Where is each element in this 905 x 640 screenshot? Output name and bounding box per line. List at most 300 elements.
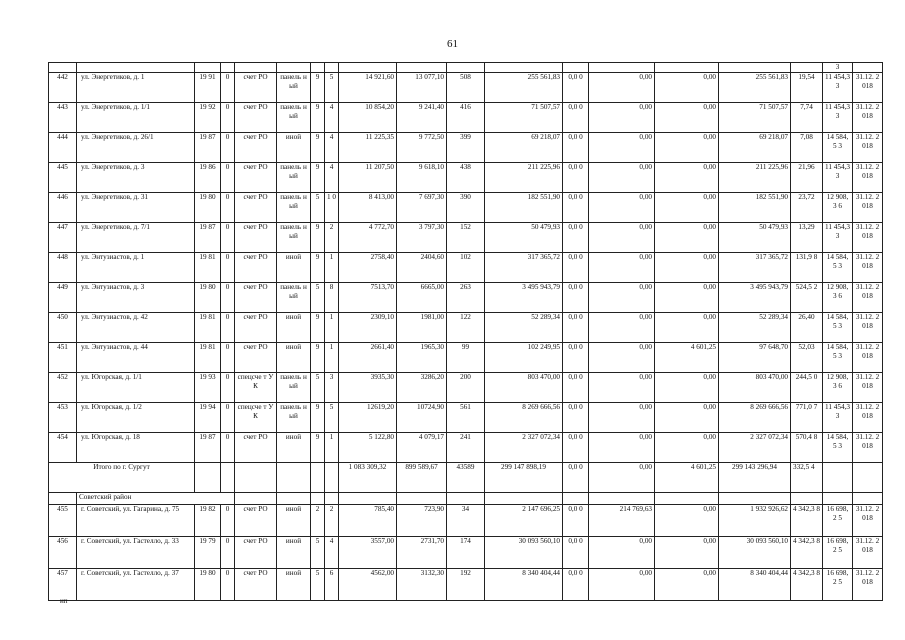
residents-cell: 200 bbox=[447, 373, 485, 403]
register-table bbox=[48, 62, 883, 601]
unit-rate-cell: 244,5 0 bbox=[791, 373, 823, 403]
total-cost-cell: 71 507,57 bbox=[485, 103, 563, 133]
district-heading: Советский район bbox=[77, 493, 235, 505]
table-row bbox=[49, 373, 883, 403]
fund-type-cell: счет РО bbox=[235, 133, 277, 163]
floors-cell: 9 bbox=[311, 103, 325, 133]
total-cost-cell: 2 327 072,34 bbox=[485, 433, 563, 463]
total-rate: 332,5 4 bbox=[791, 463, 823, 493]
total-area-cell: 4 772,70 bbox=[339, 223, 397, 253]
empty-cell bbox=[719, 493, 791, 505]
deadline-cell: 31.12. 2018 bbox=[853, 569, 883, 601]
address-cell: ул. Энтузиастов, д. 3 bbox=[77, 283, 195, 313]
continuation-cell bbox=[447, 63, 485, 73]
zero-flag-cell: 0 bbox=[221, 253, 235, 283]
fund-share-1-cell: 0,0 0 bbox=[563, 223, 589, 253]
total-area-cell: 12619,20 bbox=[339, 403, 397, 433]
fund-type-cell: спецсче т УК bbox=[235, 403, 277, 433]
unit-rate-cell: 52,03 bbox=[791, 343, 823, 373]
row-number-cell: 451 bbox=[49, 343, 77, 373]
owner-funds-cell: 211 225,96 bbox=[719, 163, 791, 193]
zero-flag-cell: 0 bbox=[221, 373, 235, 403]
zero-flag-cell: 0 bbox=[221, 403, 235, 433]
address-cell: ул. Югорская, д. 18 bbox=[77, 433, 195, 463]
page-number: 61 bbox=[447, 38, 458, 50]
table-row bbox=[49, 569, 883, 601]
floors-cell: 2 bbox=[311, 505, 325, 537]
living-area-cell: 9 772,50 bbox=[397, 133, 447, 163]
owner-funds-cell: 71 507,57 bbox=[719, 103, 791, 133]
deadline-cell: 31.12. 2018 bbox=[853, 103, 883, 133]
total-cost-cell: 803 470,00 bbox=[485, 373, 563, 403]
entrances-cell: 1 bbox=[325, 253, 339, 283]
row-number-cell: 442 bbox=[49, 73, 77, 103]
fund-share-3-cell: 0,00 bbox=[655, 283, 719, 313]
row-number-cell: 446 bbox=[49, 193, 77, 223]
zero-flag-cell: 0 bbox=[221, 73, 235, 103]
build-year-cell: 19 80 bbox=[195, 193, 221, 223]
continuation-cell bbox=[719, 63, 791, 73]
residents-cell: 438 bbox=[447, 163, 485, 193]
fund-share-3-cell: 0,00 bbox=[655, 133, 719, 163]
living-area-cell: 3286,20 bbox=[397, 373, 447, 403]
continuation-cell bbox=[485, 63, 563, 73]
continuation-cell bbox=[49, 63, 77, 73]
fund-share-1-cell: 0,0 0 bbox=[563, 133, 589, 163]
unit-rate-cell: 570,4 8 bbox=[791, 433, 823, 463]
total-ppl: 43589 bbox=[447, 463, 485, 493]
row-number-cell: 448 bbox=[49, 253, 77, 283]
table-row bbox=[49, 343, 883, 373]
zero-flag-cell: 0 bbox=[221, 343, 235, 373]
wall-material-cell: иной bbox=[277, 505, 311, 537]
total-area-cell: 7513,70 bbox=[339, 283, 397, 313]
total-area-cell: 2309,10 bbox=[339, 313, 397, 343]
table-row bbox=[49, 505, 883, 537]
limit-cost-cell: 14 584,5 3 bbox=[823, 433, 853, 463]
fund-share-3-cell: 0,00 bbox=[655, 163, 719, 193]
total-cost-cell: 50 479,93 bbox=[485, 223, 563, 253]
owner-funds-cell: 8 340 404,44 bbox=[719, 569, 791, 601]
empty-cell bbox=[221, 463, 235, 493]
total-a1: 1 083 309,32 bbox=[339, 463, 397, 493]
fund-share-3-cell: 0,00 bbox=[655, 193, 719, 223]
empty-cell bbox=[853, 493, 883, 505]
limit-cost-cell: 11 454,3 3 bbox=[823, 223, 853, 253]
fund-share-2-cell: 0,00 bbox=[589, 283, 655, 313]
residents-cell: 241 bbox=[447, 433, 485, 463]
total-cost: 299 147 898,19 bbox=[485, 463, 563, 493]
wall-material-cell: панель ный bbox=[277, 163, 311, 193]
fund-share-2-cell: 0,00 bbox=[589, 403, 655, 433]
limit-cost-cell: 11 454,3 3 bbox=[823, 73, 853, 103]
fund-share-1-cell: 0,0 0 bbox=[563, 283, 589, 313]
build-year-cell: 19 94 bbox=[195, 403, 221, 433]
build-year-cell: 19 87 bbox=[195, 133, 221, 163]
table-row bbox=[49, 133, 883, 163]
deadline-cell: 31.12. 2018 bbox=[853, 373, 883, 403]
total-area-cell: 11 225,35 bbox=[339, 133, 397, 163]
empty-cell bbox=[311, 463, 325, 493]
fund-share-1-cell: 0,0 0 bbox=[563, 373, 589, 403]
zero-flag-cell: 0 bbox=[221, 103, 235, 133]
table-row bbox=[49, 193, 883, 223]
living-area-cell: 2404,60 bbox=[397, 253, 447, 283]
total-label: Итого по г. Сургут bbox=[49, 463, 195, 493]
total-a2: 899 589,67 bbox=[397, 463, 447, 493]
continuation-cell bbox=[655, 63, 719, 73]
entrances-cell: 3 bbox=[325, 373, 339, 403]
unit-rate-cell: 23,72 bbox=[791, 193, 823, 223]
deadline-cell: 31.12. 2018 bbox=[853, 537, 883, 569]
residents-cell: 416 bbox=[447, 103, 485, 133]
total-cost-cell: 52 289,34 bbox=[485, 313, 563, 343]
entrances-cell: 4 bbox=[325, 163, 339, 193]
empty-cell bbox=[563, 493, 589, 505]
total-area-cell: 785,40 bbox=[339, 505, 397, 537]
owner-funds-cell: 1 932 926,62 bbox=[719, 505, 791, 537]
owner-funds-cell: 182 551,90 bbox=[719, 193, 791, 223]
build-year-cell: 19 79 bbox=[195, 537, 221, 569]
residents-cell: 99 bbox=[447, 343, 485, 373]
unit-rate-cell: 4 342,3 8 bbox=[791, 569, 823, 601]
row-number-cell: 457 bbox=[49, 569, 77, 601]
zero-flag-cell: 0 bbox=[221, 133, 235, 163]
fund-share-3-cell: 0,00 bbox=[655, 223, 719, 253]
build-year-cell: 19 81 bbox=[195, 313, 221, 343]
entrances-cell: 4 bbox=[325, 537, 339, 569]
fund-type-cell: счет РО bbox=[235, 193, 277, 223]
table-row bbox=[49, 103, 883, 133]
empty-cell bbox=[485, 493, 563, 505]
limit-cost-cell: 12 908,3 6 bbox=[823, 283, 853, 313]
address-cell: ул. Югорская, д. 1/2 bbox=[77, 403, 195, 433]
fund-share-3-cell: 0,00 bbox=[655, 373, 719, 403]
deadline-cell: 31.12. 2018 bbox=[853, 403, 883, 433]
living-area-cell: 9 618,10 bbox=[397, 163, 447, 193]
wall-material-cell: панель ный bbox=[277, 403, 311, 433]
continuation-cell bbox=[311, 63, 325, 73]
address-cell: ул. Энтузиастов, д. 44 bbox=[77, 343, 195, 373]
total-area-cell: 10 854,20 bbox=[339, 103, 397, 133]
owner-funds-cell: 8 269 666,56 bbox=[719, 403, 791, 433]
zero-flag-cell: 0 bbox=[221, 283, 235, 313]
fund-share-2-cell: 214 769,63 bbox=[589, 505, 655, 537]
wall-material-cell: панель ный bbox=[277, 373, 311, 403]
wall-material-cell: иной bbox=[277, 133, 311, 163]
fund-share-3-cell: 0,00 bbox=[655, 505, 719, 537]
entrances-cell: 6 bbox=[325, 569, 339, 601]
empty-cell bbox=[853, 463, 883, 493]
fund-share-2-cell: 0,00 bbox=[589, 433, 655, 463]
footer-mark: ип bbox=[60, 597, 68, 605]
wall-material-cell: иной bbox=[277, 343, 311, 373]
address-cell: ул. Энергетиков, д. 26/1 bbox=[77, 133, 195, 163]
fund-share-1-cell: 0,0 0 bbox=[563, 103, 589, 133]
owner-funds-cell: 317 365,72 bbox=[719, 253, 791, 283]
total-cost-cell: 30 093 560,10 bbox=[485, 537, 563, 569]
zero-flag-cell: 0 bbox=[221, 223, 235, 253]
floors-cell: 9 bbox=[311, 313, 325, 343]
limit-cost-cell: 11 454,3 3 bbox=[823, 403, 853, 433]
entrances-cell: 1 bbox=[325, 313, 339, 343]
living-area-cell: 6665,00 bbox=[397, 283, 447, 313]
continuation-cell bbox=[277, 63, 311, 73]
wall-material-cell: панель ный bbox=[277, 73, 311, 103]
row-number-cell: 456 bbox=[49, 537, 77, 569]
table-row bbox=[49, 283, 883, 313]
empty-cell bbox=[397, 493, 447, 505]
floors-cell: 9 bbox=[311, 73, 325, 103]
total-cost-cell: 8 340 404,44 bbox=[485, 569, 563, 601]
floors-cell: 9 bbox=[311, 253, 325, 283]
total-area-cell: 8 413,00 bbox=[339, 193, 397, 223]
build-year-cell: 19 91 bbox=[195, 73, 221, 103]
wall-material-cell: иной bbox=[277, 253, 311, 283]
fund-type-cell: счет РО bbox=[235, 253, 277, 283]
total-area-cell: 14 921,60 bbox=[339, 73, 397, 103]
table-row bbox=[49, 163, 883, 193]
continuation-cell bbox=[325, 63, 339, 73]
zero-flag-cell: 0 bbox=[221, 433, 235, 463]
fund-share-2-cell: 0,00 bbox=[589, 537, 655, 569]
floors-cell: 9 bbox=[311, 163, 325, 193]
fund-share-2-cell: 0,00 bbox=[589, 133, 655, 163]
deadline-cell: 31.12. 2018 bbox=[853, 73, 883, 103]
zero-flag-cell: 0 bbox=[221, 537, 235, 569]
fund-type-cell: счет РО bbox=[235, 283, 277, 313]
unit-rate-cell: 524,5 2 bbox=[791, 283, 823, 313]
continuation-row bbox=[49, 63, 883, 73]
floors-cell: 9 bbox=[311, 433, 325, 463]
living-area-cell: 4 079,17 bbox=[397, 433, 447, 463]
total-cost-cell: 317 365,72 bbox=[485, 253, 563, 283]
wall-material-cell: иной bbox=[277, 537, 311, 569]
empty-cell bbox=[277, 493, 311, 505]
fund-share-2-cell: 0,00 bbox=[589, 103, 655, 133]
living-area-cell: 10724,90 bbox=[397, 403, 447, 433]
limit-cost-cell: 12 908,3 6 bbox=[823, 193, 853, 223]
row-number-cell: 447 bbox=[49, 223, 77, 253]
row-number-cell: 443 bbox=[49, 103, 77, 133]
living-area-cell: 13 077,10 bbox=[397, 73, 447, 103]
address-cell: ул. Югорская, д. 1/1 bbox=[77, 373, 195, 403]
owner-funds-cell: 97 648,70 bbox=[719, 343, 791, 373]
row-number-cell: 450 bbox=[49, 313, 77, 343]
deadline-cell: 31.12. 2018 bbox=[853, 433, 883, 463]
row-number-cell: 453 bbox=[49, 403, 77, 433]
empty-cell bbox=[589, 493, 655, 505]
limit-cost-cell: 16 698,2 5 bbox=[823, 505, 853, 537]
limit-cost-cell: 14 584,5 3 bbox=[823, 313, 853, 343]
unit-rate-cell: 7,74 bbox=[791, 103, 823, 133]
address-cell: г. Советский, ул. Гагарина, д. 75 bbox=[77, 505, 195, 537]
wall-material-cell: панель ный bbox=[277, 223, 311, 253]
entrances-cell: 1 0 bbox=[325, 193, 339, 223]
deadline-cell: 31.12. 2018 bbox=[853, 313, 883, 343]
total-area-cell: 4562,00 bbox=[339, 569, 397, 601]
table-row bbox=[49, 537, 883, 569]
continuation-cell bbox=[563, 63, 589, 73]
living-area-cell: 3132,30 bbox=[397, 569, 447, 601]
deadline-cell: 31.12. 2018 bbox=[853, 343, 883, 373]
address-cell: ул. Энергетиков, д. 3 bbox=[77, 163, 195, 193]
deadline-cell: 31.12. 2018 bbox=[853, 283, 883, 313]
fund-share-1-cell: 0,0 0 bbox=[563, 569, 589, 601]
fund-share-2-cell: 0,00 bbox=[589, 343, 655, 373]
fund-type-cell: счет РО bbox=[235, 505, 277, 537]
entrances-cell: 5 bbox=[325, 403, 339, 433]
fund-type-cell: счет РО bbox=[235, 537, 277, 569]
unit-rate-cell: 771,0 7 bbox=[791, 403, 823, 433]
wall-material-cell: панель ный bbox=[277, 103, 311, 133]
residents-cell: 561 bbox=[447, 403, 485, 433]
unit-rate-cell: 13,29 bbox=[791, 223, 823, 253]
fund-type-cell: счет РО bbox=[235, 163, 277, 193]
fund-share-1-cell: 0,0 0 bbox=[563, 343, 589, 373]
total-cost-cell: 2 147 696,25 bbox=[485, 505, 563, 537]
fund-type-cell: спецсче т УК bbox=[235, 373, 277, 403]
floors-cell: 5 bbox=[311, 193, 325, 223]
residents-cell: 174 bbox=[447, 537, 485, 569]
fund-share-1-cell: 0,0 0 bbox=[563, 193, 589, 223]
fund-share-3-cell: 4 601,25 bbox=[655, 343, 719, 373]
empty-cell bbox=[325, 493, 339, 505]
zero-flag-cell: 0 bbox=[221, 163, 235, 193]
fund-share-3-cell: 0,00 bbox=[655, 253, 719, 283]
table-row bbox=[49, 253, 883, 283]
limit-cost-cell: 16 698,2 5 bbox=[823, 569, 853, 601]
total-area-cell: 11 207,50 bbox=[339, 163, 397, 193]
fund-type-cell: счет РО bbox=[235, 103, 277, 133]
total-area-cell: 3935,30 bbox=[339, 373, 397, 403]
owner-funds-cell: 2 327 072,34 bbox=[719, 433, 791, 463]
fund-share-1-cell: 0,0 0 bbox=[563, 73, 589, 103]
living-area-cell: 723,90 bbox=[397, 505, 447, 537]
empty-cell bbox=[791, 493, 823, 505]
wall-material-cell: панель ный bbox=[277, 283, 311, 313]
continuation-cell: 3 bbox=[823, 63, 853, 73]
build-year-cell: 19 87 bbox=[195, 433, 221, 463]
continuation-cell bbox=[235, 63, 277, 73]
address-cell: ул. Энергетиков, д. 1 bbox=[77, 73, 195, 103]
empty-cell bbox=[447, 493, 485, 505]
floors-cell: 9 bbox=[311, 223, 325, 253]
total-cost-cell: 182 551,90 bbox=[485, 193, 563, 223]
empty-cell bbox=[325, 463, 339, 493]
floors-cell: 9 bbox=[311, 343, 325, 373]
floors-cell: 5 bbox=[311, 537, 325, 569]
unit-rate-cell: 4 342,3 8 bbox=[791, 505, 823, 537]
fund-share-1-cell: 0,0 0 bbox=[563, 433, 589, 463]
build-year-cell: 19 92 bbox=[195, 103, 221, 133]
table-row bbox=[49, 73, 883, 103]
fund-share-2-cell: 0,00 bbox=[589, 193, 655, 223]
total-p4: 299 143 296,94 bbox=[719, 463, 791, 493]
unit-rate-cell: 4 342,3 8 bbox=[791, 537, 823, 569]
living-area-cell: 1981,00 bbox=[397, 313, 447, 343]
zero-flag-cell: 0 bbox=[221, 313, 235, 343]
continuation-cell bbox=[397, 63, 447, 73]
fund-share-2-cell: 0,00 bbox=[589, 73, 655, 103]
unit-rate-cell: 7,08 bbox=[791, 133, 823, 163]
total-cost-cell: 69 218,07 bbox=[485, 133, 563, 163]
unit-rate-cell: 19,54 bbox=[791, 73, 823, 103]
build-year-cell: 19 81 bbox=[195, 343, 221, 373]
fund-share-3-cell: 0,00 bbox=[655, 103, 719, 133]
residents-cell: 508 bbox=[447, 73, 485, 103]
row-number-cell: 449 bbox=[49, 283, 77, 313]
total-p2: 0,00 bbox=[589, 463, 655, 493]
residents-cell: 192 bbox=[447, 569, 485, 601]
owner-funds-cell: 50 479,93 bbox=[719, 223, 791, 253]
fund-share-1-cell: 0,0 0 bbox=[563, 253, 589, 283]
fund-type-cell: счет РО bbox=[235, 343, 277, 373]
limit-cost-cell: 14 584,5 3 bbox=[823, 343, 853, 373]
continuation-cell bbox=[339, 63, 397, 73]
fund-share-1-cell: 0,0 0 bbox=[563, 505, 589, 537]
floors-cell: 9 bbox=[311, 403, 325, 433]
total-p1: 0,0 0 bbox=[563, 463, 589, 493]
floors-cell: 5 bbox=[311, 373, 325, 403]
table-row bbox=[49, 223, 883, 253]
entrances-cell: 5 bbox=[325, 73, 339, 103]
unit-rate-cell: 21,96 bbox=[791, 163, 823, 193]
total-area-cell: 2661,40 bbox=[339, 343, 397, 373]
row-number-cell: 454 bbox=[49, 433, 77, 463]
total-cost-cell: 3 495 943,79 bbox=[485, 283, 563, 313]
table-row bbox=[49, 433, 883, 463]
total-cost-cell: 211 225,96 bbox=[485, 163, 563, 193]
total-cost-cell: 102 249,95 bbox=[485, 343, 563, 373]
district-row bbox=[49, 493, 883, 505]
fund-share-2-cell: 0,00 bbox=[589, 163, 655, 193]
deadline-cell: 31.12. 2018 bbox=[853, 163, 883, 193]
address-cell: г. Советский, ул. Гастелло, д. 33 bbox=[77, 537, 195, 569]
deadline-cell: 31.12. 2018 bbox=[853, 505, 883, 537]
total-area-cell: 5 122,80 bbox=[339, 433, 397, 463]
living-area-cell: 9 241,40 bbox=[397, 103, 447, 133]
limit-cost-cell: 14 584,5 3 bbox=[823, 253, 853, 283]
empty-cell bbox=[823, 463, 853, 493]
table-row bbox=[49, 403, 883, 433]
fund-share-2-cell: 0,00 bbox=[589, 373, 655, 403]
fund-share-3-cell: 0,00 bbox=[655, 313, 719, 343]
fund-type-cell: счет РО bbox=[235, 569, 277, 601]
fund-share-3-cell: 0,00 bbox=[655, 433, 719, 463]
address-cell: ул. Энтузиастов, д. 1 bbox=[77, 253, 195, 283]
entrances-cell: 1 bbox=[325, 343, 339, 373]
unit-rate-cell: 131,9 8 bbox=[791, 253, 823, 283]
owner-funds-cell: 803 470,00 bbox=[719, 373, 791, 403]
owner-funds-cell: 3 495 943,79 bbox=[719, 283, 791, 313]
limit-cost-cell: 11 454,3 3 bbox=[823, 103, 853, 133]
continuation-cell bbox=[589, 63, 655, 73]
floors-cell: 5 bbox=[311, 569, 325, 601]
fund-share-1-cell: 0,0 0 bbox=[563, 403, 589, 433]
deadline-cell: 31.12. 2018 bbox=[853, 253, 883, 283]
residents-cell: 152 bbox=[447, 223, 485, 253]
entrances-cell: 2 bbox=[325, 505, 339, 537]
fund-share-2-cell: 0,00 bbox=[589, 569, 655, 601]
residents-cell: 34 bbox=[447, 505, 485, 537]
build-year-cell: 19 81 bbox=[195, 253, 221, 283]
owner-funds-cell: 255 561,83 bbox=[719, 73, 791, 103]
fund-share-2-cell: 0,00 bbox=[589, 223, 655, 253]
continuation-cell bbox=[791, 63, 823, 73]
build-year-cell: 19 80 bbox=[195, 283, 221, 313]
empty-cell bbox=[277, 463, 311, 493]
